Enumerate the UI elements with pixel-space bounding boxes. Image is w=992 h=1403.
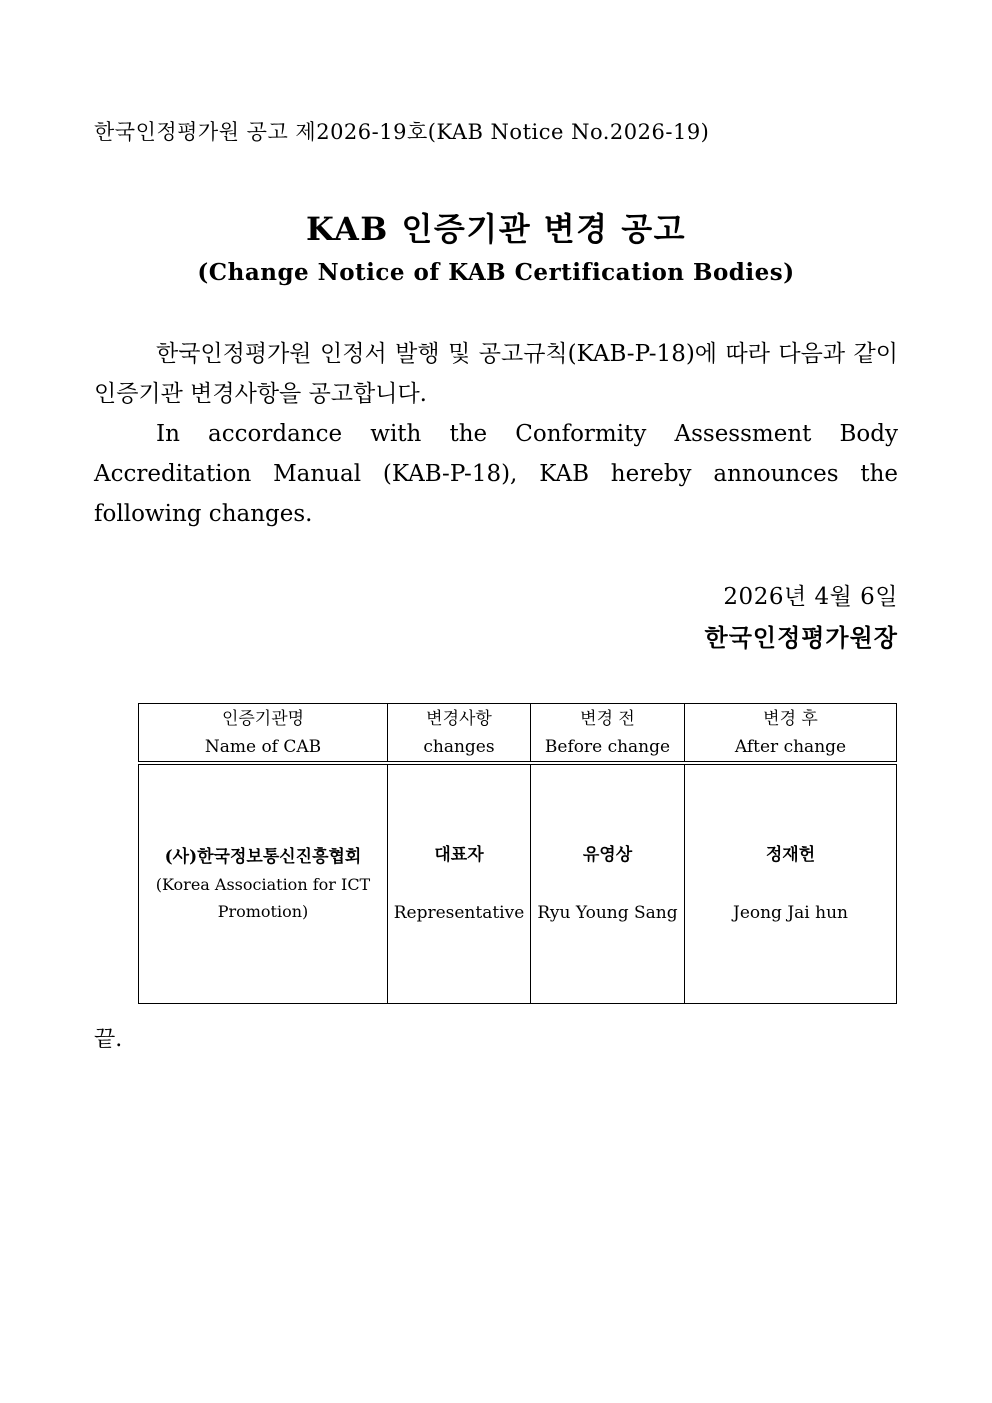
- body-english-paragraph: In accordance with the Conformity Assessment Body Accreditation Manual (KAB-P-18), KAB hereby announces the following changes.: [94, 421, 898, 527]
- header-after-change: [685, 704, 897, 764]
- notice-body: [94, 334, 898, 534]
- body-korean-paragraph: 한국인정평가원 인정서 발행 및 공고규칙(KAB-P-18)에 따라 다음과 같이 인증기관 변경사항을 공고합니다.: [94, 341, 898, 407]
- header-after-change-ko: 변경 후: [763, 708, 818, 729]
- change-type-en: Representative: [393, 902, 525, 923]
- notice-number: 한국인정평가원 공고 제2026-19호(KAB Notice No.2026-19): [94, 120, 710, 144]
- table-row: [139, 763, 897, 1004]
- cell-change-type: [388, 763, 531, 1004]
- after-change-en: Jeong Jai hun: [733, 902, 848, 923]
- change-type-ko: 대표자: [434, 844, 484, 865]
- notice-signer: 한국인정평가원장: [704, 623, 898, 652]
- cell-spacer: [533, 869, 682, 900]
- notice-date: 2026년 4월 6일: [723, 584, 898, 610]
- cab-name-ko: (사)한국정보통신진흥협회: [164, 846, 362, 867]
- header-changes-ko: 변경사항: [426, 708, 492, 729]
- after-change-ko: 정재헌: [765, 844, 816, 865]
- header-cab-name-ko: 인증기관명: [221, 708, 305, 729]
- before-change-ko: 유영상: [582, 844, 633, 865]
- cab-name-en: (Korea Association for ICT Promotion): [155, 874, 371, 921]
- cell-cab-name: [139, 763, 388, 1004]
- cell-after-change: [685, 763, 897, 1004]
- cell-spacer: [390, 869, 528, 900]
- page-subtitle: (Change Notice of KAB Certification Bodies): [197, 259, 795, 286]
- before-change-en: Ryu Young Sang: [537, 902, 678, 923]
- cell-before-change: [531, 763, 685, 1004]
- header-before-change: [531, 704, 685, 764]
- end-mark: 끝.: [94, 1027, 123, 1052]
- header-before-change-en: Before change: [544, 736, 671, 757]
- changes-table: [138, 703, 897, 1004]
- header-before-change-ko: 변경 전: [580, 708, 635, 729]
- page-title: KAB 인증기관 변경 공고: [305, 210, 687, 248]
- header-cab-name-en: Name of CAB: [204, 736, 322, 757]
- header-cab-name: [139, 704, 388, 764]
- header-changes-en: changes: [423, 736, 495, 757]
- table-header-row: [139, 704, 897, 764]
- cell-spacer: [687, 869, 894, 900]
- header-after-change-en: After change: [734, 736, 847, 757]
- header-changes: [388, 704, 531, 764]
